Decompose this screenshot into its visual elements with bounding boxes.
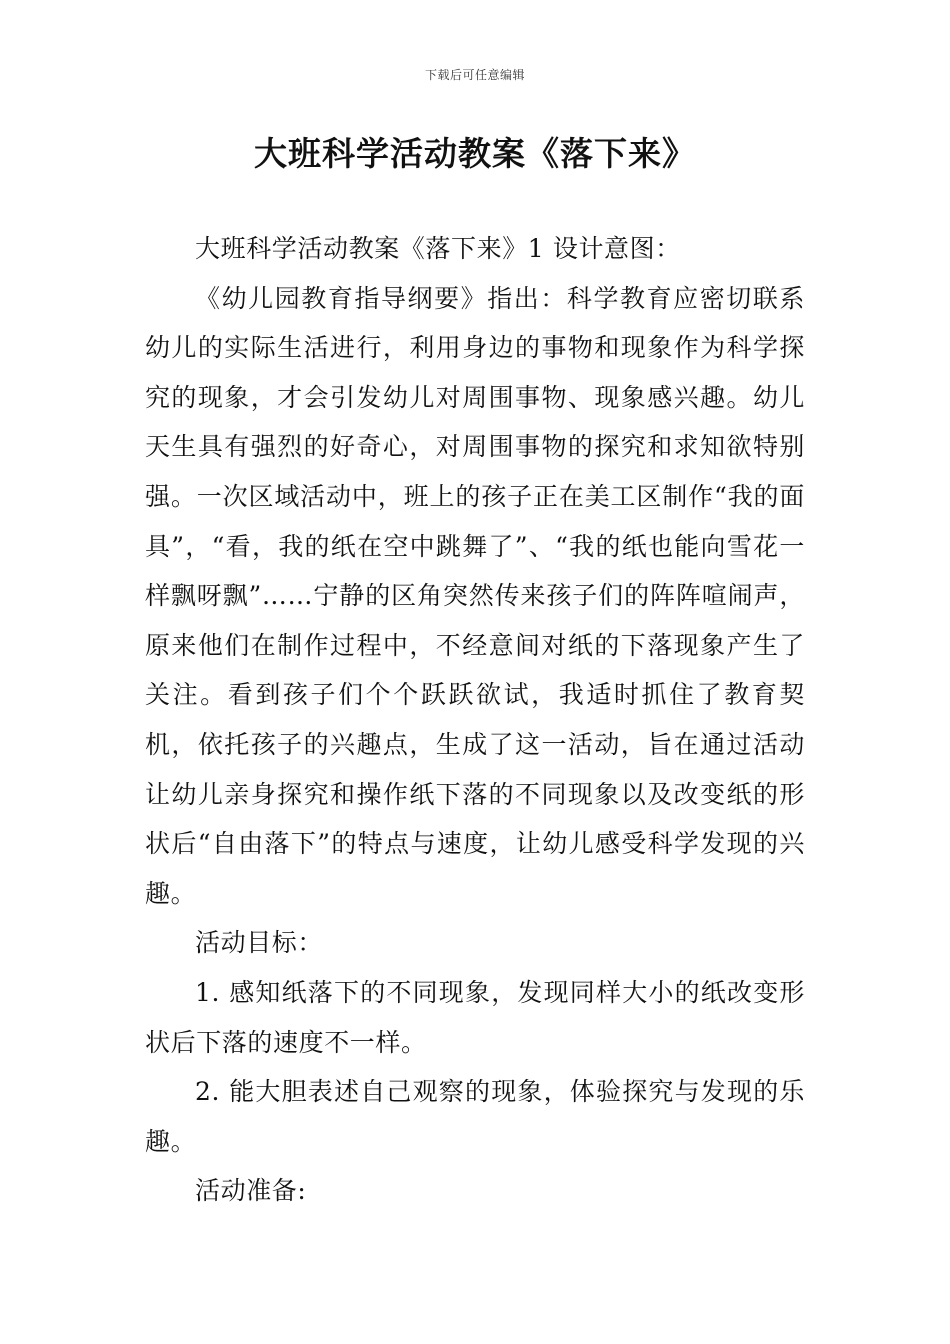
design-intent-heading: 大班科学活动教案《落下来》1 设计意图： xyxy=(195,234,681,263)
goal-item-1: 1. 感知纸落下的不同现象，发现同样大小的纸改变形状后下落的速度不一样。 xyxy=(145,977,805,1057)
document-body xyxy=(145,224,805,1216)
preparation-heading: 活动准备: xyxy=(195,1176,307,1206)
goal-item-2: 2. 能大胆表述自己观察的现象，体验探究与发现的乐趣。 xyxy=(145,1077,805,1156)
header-note: 下载后可任意编辑 xyxy=(424,68,525,82)
goals-heading: 活动目标： xyxy=(195,928,324,958)
design-intent-paragraph: 《幼儿园教育指导纲要》指出：科学教育应密切联系幼儿的实际生活进行，利用身边的事物和现象作为科学探究的现象，才会引发幼儿对周围事物、现象感兴趣。幼儿天生具有强烈的好奇心，对周围事物的探究和求知欲特别强。一次区域活动中，班上的孩子正在美工区制作“我的面具”，“看，我的纸在空中跳舞了”、“我的纸也能向雪花一样飘呀飘”……宁静的区角突然传来孩子们的阵阵喧闹声，原来他们在制作过程中，不经意间对纸的下落现象产生了关注。看到孩子们个个跃跃欲试，我适时抓住了教育契机，依托孩子的兴趣点，生成了这一活动，旨在通过活动让幼儿亲身探究和操作纸下落的不同现象以及改变纸的形状后“自由落下”的特点与速度，让幼儿感受科学发现的兴趣。 xyxy=(145,283,805,908)
document-title: 大班科学活动教案《落下来》 xyxy=(254,134,696,173)
